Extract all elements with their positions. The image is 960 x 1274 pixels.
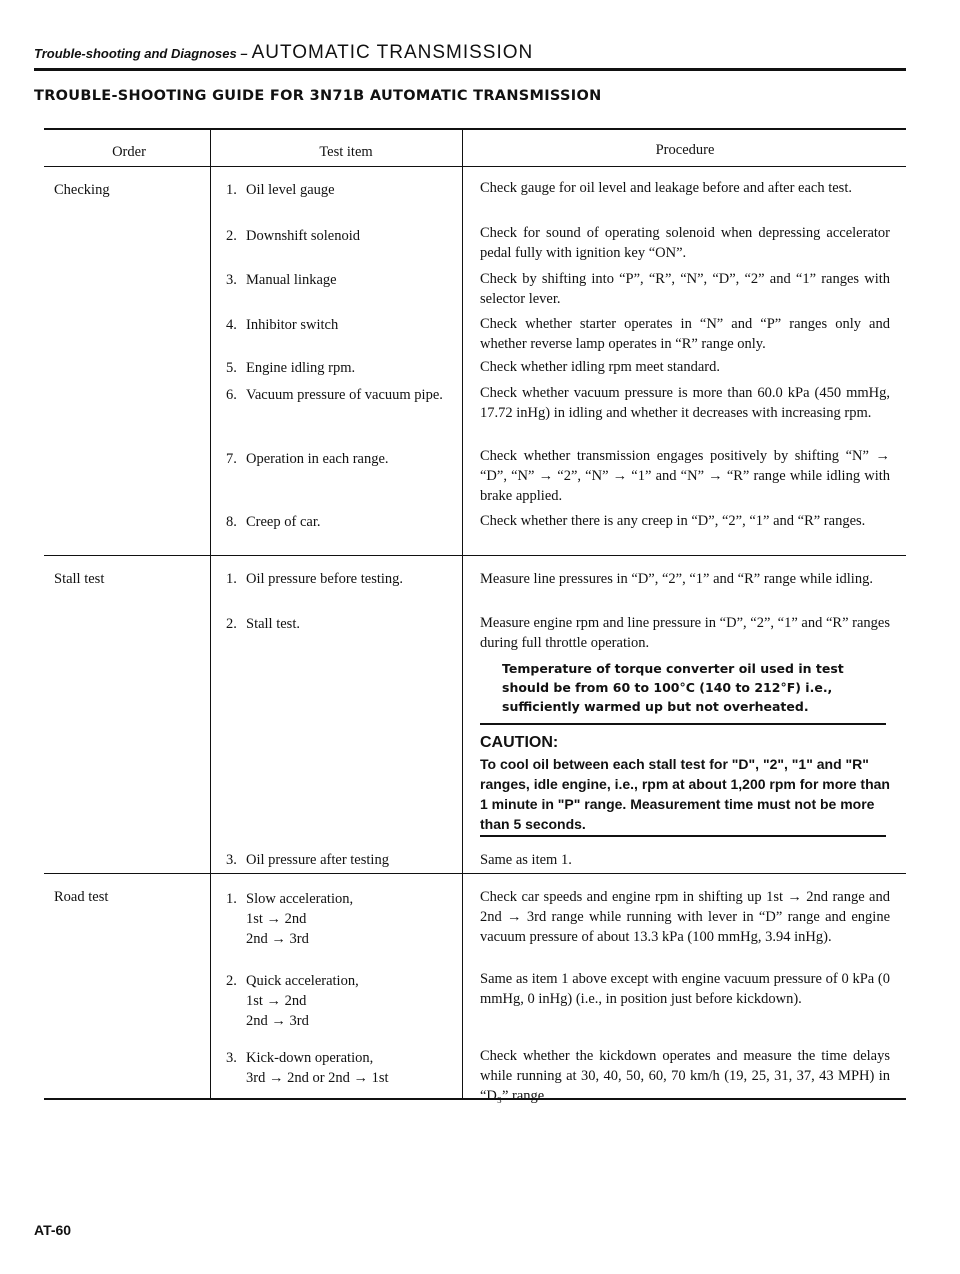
test-item [226, 449, 466, 469]
item-text: Oil pressure before testing. [246, 571, 404, 587]
item-text: Quick acceleration, [246, 973, 359, 989]
test-item [226, 850, 466, 870]
item-number: 3. [226, 852, 237, 868]
item-number: 6. [226, 387, 237, 403]
table-header-rule [44, 166, 906, 167]
item-text: Manual linkage [246, 272, 337, 288]
item-sub-line: 3rd → 2nd or 2nd → 1st [246, 1070, 389, 1086]
item-number: 3. [226, 272, 237, 288]
test-item [226, 1048, 466, 1088]
caution-bottom-rule [480, 835, 886, 837]
item-number: 1. [226, 182, 237, 198]
procedure-text: Measure engine rpm and line pressure in “D”, “2”, “1” and “R” ranges during full throttle operation. [480, 615, 890, 651]
procedure-text: Check whether starter operates in “N” and “P” ranges only and whether reverse lamp operates in “R” range only. [480, 316, 890, 352]
item-text: Inhibitor switch [246, 317, 339, 333]
test-item [226, 614, 466, 634]
item-number: 4. [226, 317, 237, 333]
header-prefix: Trouble-shooting and Diagnoses – [34, 46, 248, 61]
table-top-rule [44, 128, 906, 130]
procedure-text: Check whether idling rpm meet standard. [480, 359, 720, 375]
item-sub-line: 1st → 2nd [246, 911, 307, 927]
test-item [226, 971, 466, 991]
item-text: Slow acceleration, [246, 891, 354, 907]
item-text: Oil pressure after testing [246, 852, 389, 868]
procedure-text: Check whether transmission engages positively by shifting “N” → “D”, “N” → “2”, “N” → “1” and “N” → “R” range while idling with brake applied. [480, 448, 890, 504]
test-item-sub-block [226, 991, 466, 1031]
procedure-text: Check for sound of operating solenoid when depressing accelerator pedal fully with ignition key “ON”. [480, 225, 890, 261]
item-number: 2. [226, 973, 237, 989]
section-rule-stall [44, 873, 906, 874]
procedure-text: Check whether vacuum pressure is more than 60.0 kPa (450 mmHg, 17.72 inHg) in idling and whether it decreases with increasing rpm. [480, 385, 890, 421]
order-road-test: Road test [54, 889, 109, 905]
item-text: Engine idling rpm. [246, 360, 356, 376]
procedure-text: Measure line pressures in “D”, “2”, “1” and “R” range while idling. [480, 571, 873, 587]
item-number: 1. [226, 571, 237, 587]
column-divider-1 [210, 128, 211, 1100]
header-order: Order [112, 144, 146, 160]
procedure-text: Check whether there is any creep in “D”, “2”, “1” and “R” ranges. [480, 513, 866, 529]
test-item [226, 226, 466, 246]
item-number: 7. [226, 451, 237, 467]
caution-body: To cool oil between each stall test for "D", "2", "1" and "R" ranges, idle engine, i.e., rpm at about 1,200 rpm for more than 1 minute in "P" range. Measurement time must not be more than 5 seconds. [480, 756, 890, 832]
page-number: AT-60 [34, 1222, 72, 1238]
section-rule-checking [44, 555, 906, 556]
procedure-text: Same as item 1 above except with engine vacuum pressure of 0 kPa (0 mmHg, 0 inHg) (i.e., in position just before kickdown). [480, 971, 890, 1007]
item-text: Oil level gauge [246, 182, 335, 198]
caution-title: CAUTION: [480, 734, 559, 751]
item-text: Kick-down operation, [246, 1050, 374, 1066]
procedure-text: Check by shifting into “P”, “R”, “N”, “D”, “2” and “1” ranges with selector lever. [480, 271, 890, 307]
item-sub-line: 1st → 2nd [246, 993, 307, 1009]
item-sub-line: 2nd → 3rd [246, 1013, 309, 1029]
temperature-note: Temperature of torque converter oil used in test should be from 60 to 100°C (140 to 212°F) i.e., sufficiently warmed up but not overheated. [502, 661, 844, 714]
test-item [226, 889, 466, 949]
item-number: 1. [226, 891, 237, 907]
order-checking: Checking [54, 182, 110, 198]
item-text: Stall test. [246, 616, 300, 632]
procedure-text: Check whether the kickdown operates and measure the time delays while running at 30, 40, 50, 60, 70 km/h (19, 25, 31, 37, 43 MPH) in “D₃” range. [480, 1048, 890, 1104]
caution-top-rule [480, 723, 886, 725]
header-rule [34, 68, 906, 71]
procedure-text: Same as item 1. [480, 852, 572, 868]
item-number: 5. [226, 360, 237, 376]
test-item [226, 569, 466, 589]
header-title: AUTOMATIC TRANSMISSION [251, 42, 534, 63]
procedure-text: Check gauge for oil level and leakage before and after each test. [480, 180, 852, 196]
item-text: Operation in each range. [246, 451, 389, 467]
page-header [34, 42, 906, 64]
item-number: 2. [226, 228, 237, 244]
item-number: 2. [226, 616, 237, 632]
test-item [226, 385, 466, 405]
test-item [226, 180, 466, 200]
test-item [226, 315, 466, 335]
item-text: Vacuum pressure of vacuum pipe. [246, 387, 443, 403]
trouble-shooting-table [44, 128, 906, 1108]
item-number: 8. [226, 514, 237, 530]
item-number: 3. [226, 1050, 237, 1066]
header-test-item: Test item [319, 144, 373, 160]
guide-title: TROUBLE-SHOOTING GUIDE FOR 3N71B AUTOMATIC TRANSMISSION [34, 88, 602, 104]
item-text: Downshift solenoid [246, 228, 360, 244]
item-text: Creep of car. [246, 514, 321, 530]
order-stall-test: Stall test [54, 571, 105, 587]
test-item [226, 358, 466, 378]
procedure-text: Check car speeds and engine rpm in shifting up 1st → 2nd range and 2nd → 3rd range while running with lever in “D” range and engine vacuum pressure of about 13.3 kPa (100 mmHg, 3.94 inHg). [480, 889, 890, 945]
header-procedure: Procedure [655, 142, 715, 158]
test-item [226, 270, 466, 290]
item-sub-line: 2nd → 3rd [246, 931, 309, 947]
test-item [226, 512, 466, 532]
